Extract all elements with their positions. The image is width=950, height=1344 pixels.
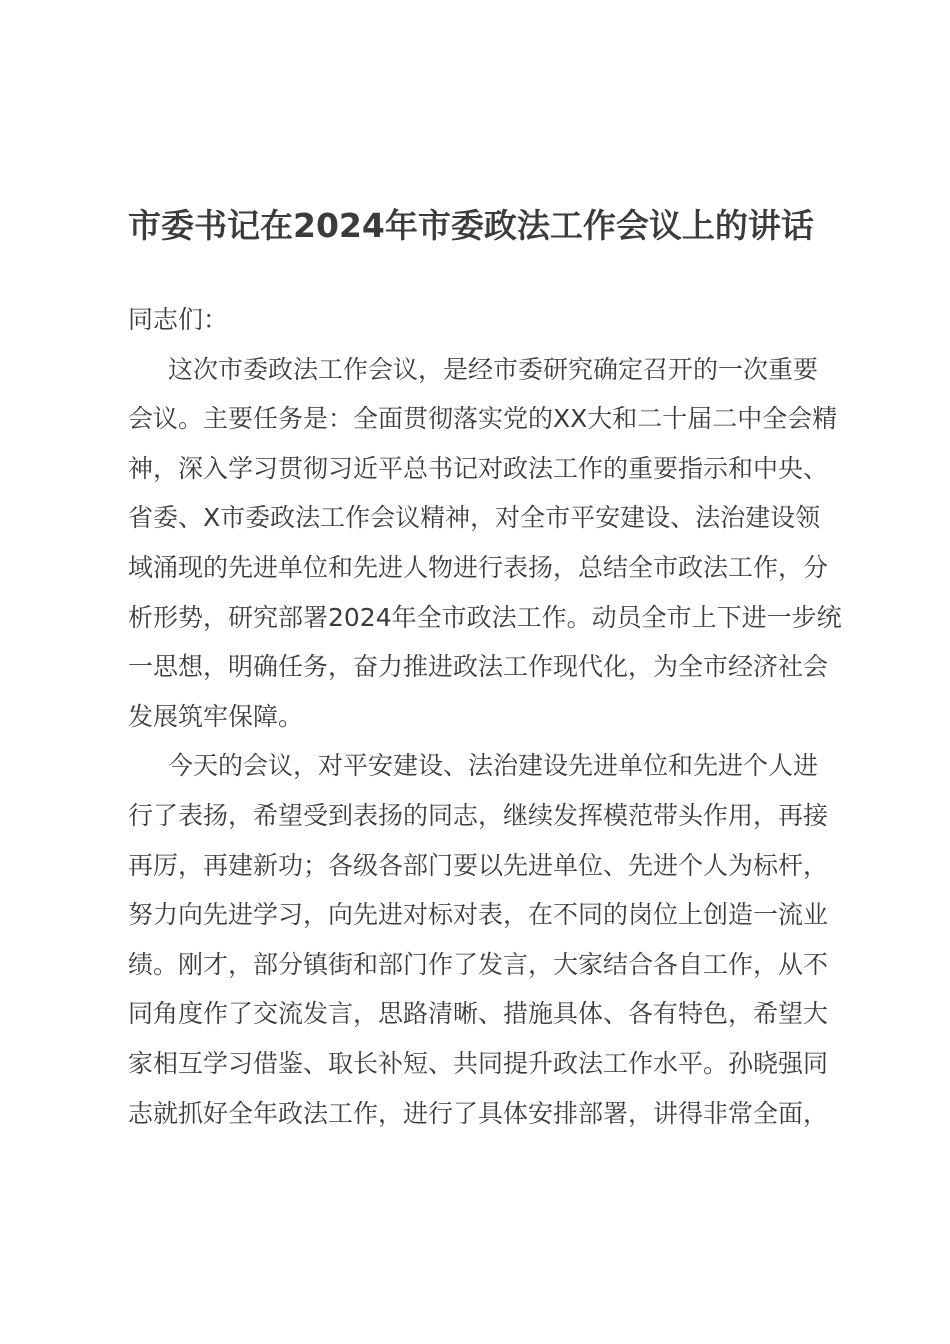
paragraph-line: 今天的会议，对平安建设、法治建设先进单位和先进个人进 [168, 751, 819, 781]
document-title: 市委书记在2024年市委政法工作会议上的讲话 [128, 206, 814, 245]
paragraph-line: 省委、X市委政法工作会议精神，对全市平安建设、法治建设领 [128, 503, 821, 533]
paragraph-line: 这次市委政法工作会议，是经市委研究确定召开的一次重要 [168, 354, 819, 384]
paragraph-2 [128, 741, 850, 1138]
paragraph-line: 努力向先进学习，向先进对标对表，在不同的岗位上创造一流业 [128, 900, 829, 930]
salutation: 同志们： [128, 305, 229, 334]
paragraph-line: 发展筑牢保障。 [128, 701, 304, 731]
paragraph-line: 析形势，研究部署2024年全市政法工作。动员全市上下进一步统 [128, 602, 842, 632]
paragraph-line: 一思想，明确任务，奋力推进政法工作现代化，为全市经济社会 [128, 652, 829, 682]
paragraph-line: 再厉，再建新功；各级各部门要以先进单位、先进个人为标杆， [128, 850, 829, 880]
document-body [128, 295, 850, 1138]
paragraph-line: 同角度作了交流发言，思路清晰、措施具体、各有特色，希望大 [128, 999, 829, 1029]
paragraph-line: 会议。主要任务是：全面贯彻落实党的XX大和二十届二中全会精 [128, 404, 838, 434]
paragraph-1 [128, 345, 850, 742]
paragraph-line: 神，深入学习贯彻习近平总书记对政法工作的重要指示和中央、 [128, 453, 829, 483]
paragraph-line: 志就抓好全年政法工作，进行了具体安排部署，讲得非常全面， [128, 1098, 829, 1128]
paragraph-line: 域涌现的先进单位和先进人物进行表扬，总结全市政法工作，分 [128, 552, 829, 582]
paragraph-line: 行了表扬，希望受到表扬的同志，继续发挥模范带头作用，再接 [128, 800, 829, 830]
paragraph-line: 家相互学习借鉴、取长补短、共同提升政法工作水平。孙晓强同 [128, 1048, 829, 1078]
paragraph-line: 绩。刚才，部分镇街和部门作了发言，大家结合各自工作，从不 [128, 949, 829, 979]
